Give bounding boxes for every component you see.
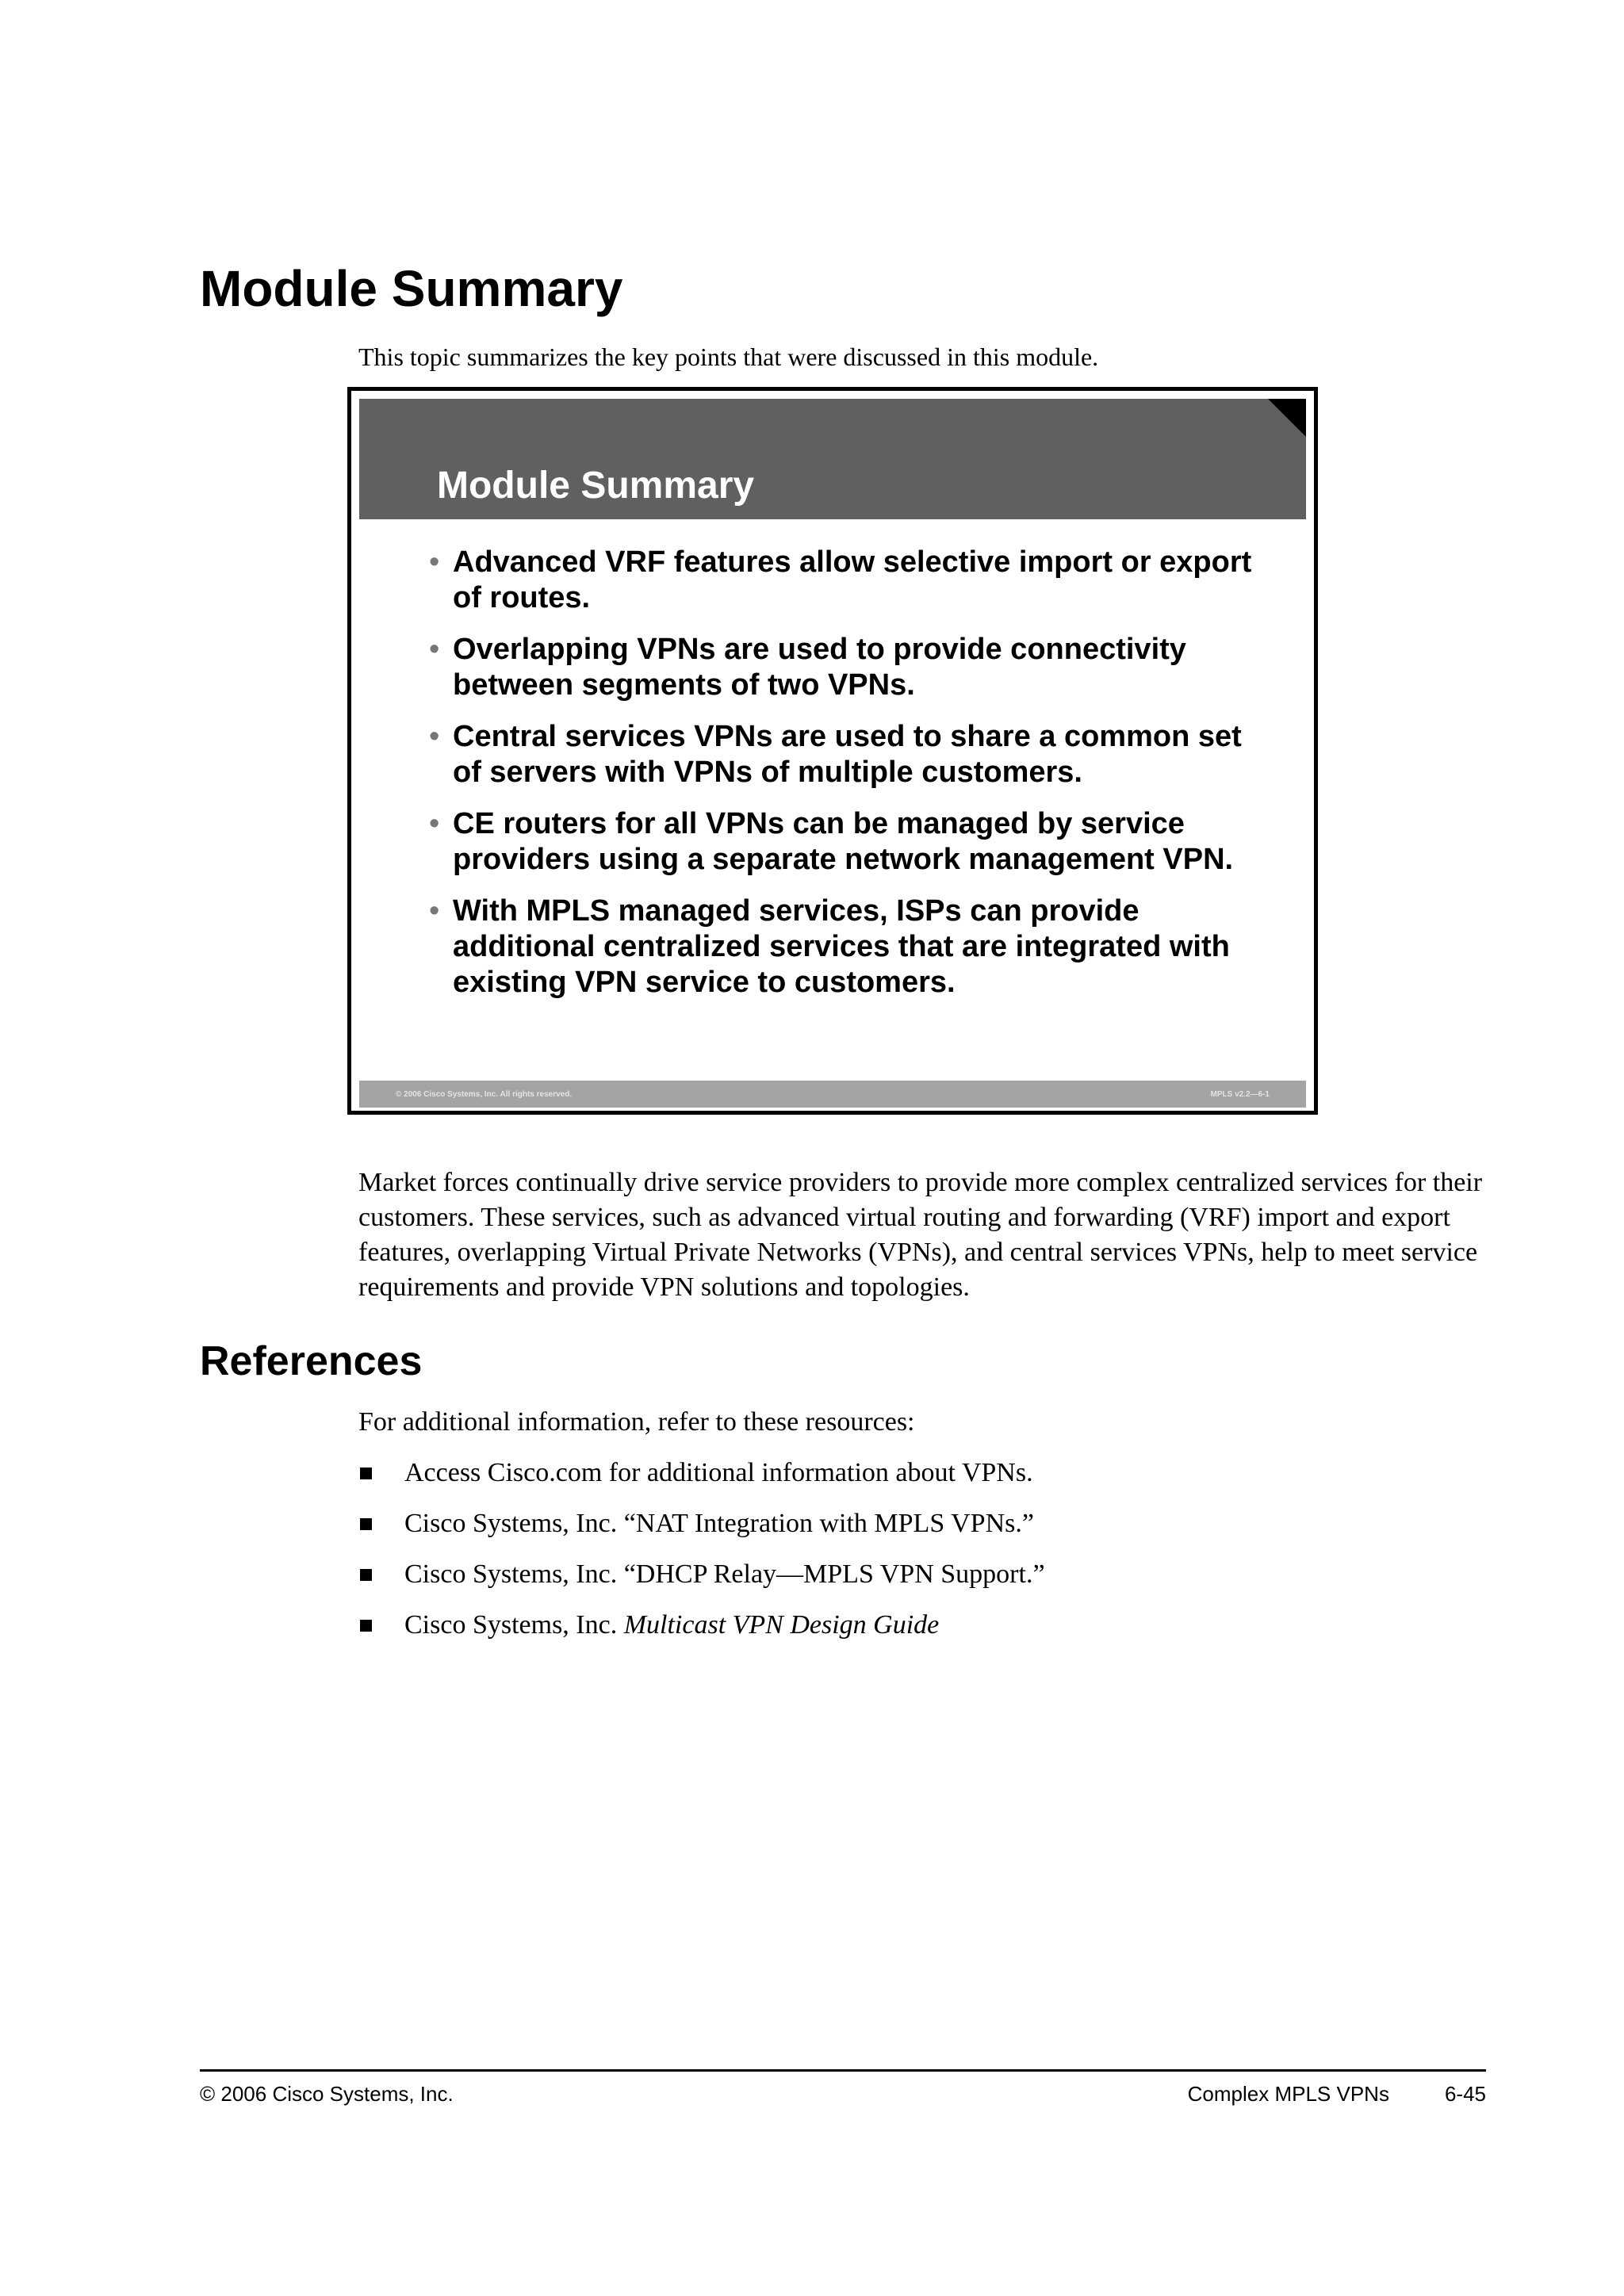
slide-title: Module Summary	[437, 465, 755, 507]
slide-copyright: © 2006 Cisco Systems, Inc. All rights reserved.	[396, 1090, 573, 1099]
square-bullet-icon	[360, 1569, 372, 1581]
reference-item	[358, 1506, 1484, 1541]
footer-divider	[200, 2069, 1486, 2072]
square-bullet-icon	[360, 1620, 372, 1632]
page-title: Module Summary	[200, 260, 623, 317]
reference-item	[358, 1557, 1484, 1592]
page-number: 6-45	[1444, 2082, 1486, 2106]
bullet-icon: •	[429, 633, 440, 666]
slide-point-text: With MPLS managed services, ISPs can provide additional centralized services that are integrated with existing VPN service to customers.	[453, 894, 1230, 999]
slide-point	[429, 545, 1270, 616]
slide-point	[429, 632, 1270, 703]
slide-point	[429, 806, 1270, 878]
slide-point-text: Central services VPNs are used to share a common set of servers with VPNs of multiple customers.	[453, 720, 1242, 789]
reference-title-italic: Multicast VPN Design Guide	[623, 1610, 940, 1640]
intro-text: This topic summarizes the key points that were discussed in this module.	[358, 342, 1099, 371]
bullet-icon: •	[429, 720, 440, 753]
reference-item	[358, 1456, 1484, 1490]
bullet-icon: •	[429, 545, 440, 579]
slide-figure	[347, 387, 1318, 1115]
footer-copyright: © 2006 Cisco Systems, Inc.	[200, 2082, 454, 2106]
body-paragraph: Market forces continually drive service providers to provide more complex centralized services for their customers. These services, such as advanced virtual routing and forwarding (VRF) import and export features, overlapping Virtual Private Networks (VPNs), and central services VPNs, help to meet service requirements and provide VPN solutions and topologies.	[358, 1168, 1483, 1302]
slide-header	[359, 399, 1306, 519]
slide-footer	[359, 1081, 1306, 1108]
slide-point-text: Advanced VRF features allow selective import or export of routes.	[453, 545, 1252, 614]
reference-text: Access Cisco.com for additional information about VPNs.	[404, 1458, 1033, 1487]
references-intro: For additional information, refer to these resources:	[358, 1407, 915, 1437]
footer-course-title: Complex MPLS VPNs	[1187, 2082, 1389, 2106]
slide-bullet-list	[429, 545, 1270, 1016]
reference-text: Cisco Systems, Inc. “DHCP Relay—MPLS VPN Support.”	[404, 1559, 1045, 1589]
reference-text: Cisco Systems, Inc.	[404, 1610, 624, 1640]
references-list	[358, 1456, 1484, 1659]
slide-point	[429, 719, 1270, 790]
square-bullet-icon	[360, 1468, 372, 1479]
reference-item	[358, 1608, 1484, 1643]
footer-right	[1188, 2082, 1486, 2107]
slide-course-code: MPLS v2.2—6-1	[1210, 1090, 1270, 1099]
slide-point	[429, 894, 1270, 1001]
references-heading: References	[200, 1338, 423, 1384]
slide-point-text: Overlapping VPNs are used to provide connectivity between segments of two VPNs.	[453, 633, 1186, 702]
bullet-icon: •	[429, 807, 440, 840]
slide-corner-triangle	[1268, 399, 1306, 437]
slide-point-text: CE routers for all VPNs can be managed by service providers using a separate network management VPN.	[453, 807, 1234, 876]
reference-text: Cisco Systems, Inc. “NAT Integration with MPLS VPNs.”	[404, 1509, 1034, 1538]
square-bullet-icon	[360, 1518, 372, 1530]
bullet-icon: •	[429, 894, 440, 928]
